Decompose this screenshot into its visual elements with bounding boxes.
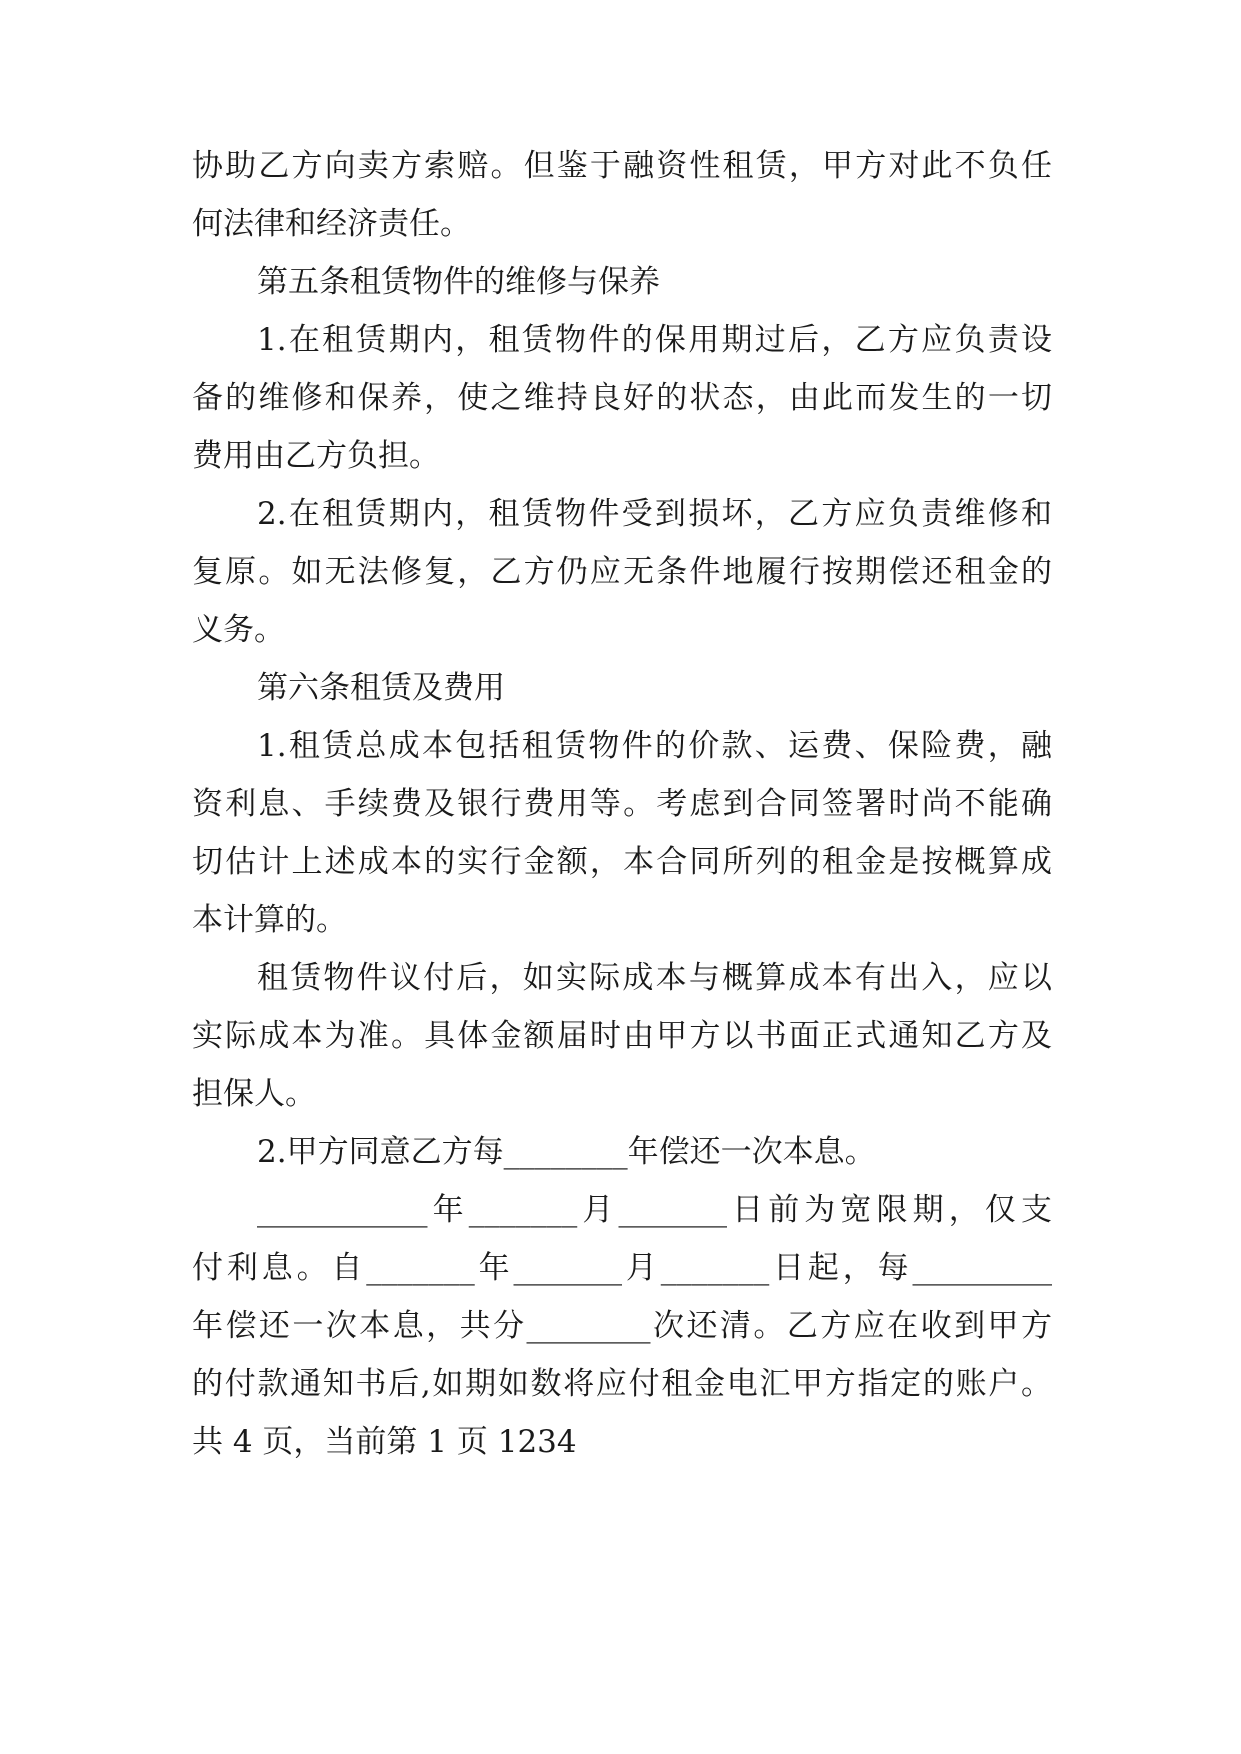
paragraph-line: ___________年_______月_______日前为宽限期，仅支 — [257, 1192, 1052, 1228]
paragraph-line: 付利息。自_______年_______月_______日起，每_________ — [192, 1250, 1052, 1286]
paragraph-line: 协助乙方向卖方索赔。但鉴于融资性租赁，甲方对此不负任 — [192, 148, 1052, 184]
paragraph-line: 备的维修和保养，使之维持良好的状态，由此而发生的一切 — [192, 380, 1052, 416]
paragraph-line: 实际成本为准。具体金额届时由甲方以书面正式通知乙方及 — [192, 1018, 1052, 1054]
paragraph-line: 费用由乙方负担。 — [192, 438, 440, 474]
paragraph-line: 复原。如无法修复，乙方仍应无条件地履行按期偿还租金的 — [192, 554, 1052, 590]
page-footer: 共 4 页，当前第 1 页 1234 — [192, 1424, 577, 1460]
paragraph-line: 担保人。 — [192, 1076, 316, 1112]
paragraph-line: 租赁物件议付后，如实际成本与概算成本有出入，应以 — [257, 960, 1052, 996]
paragraph-line: 资利息、手续费及银行费用等。考虑到合同签署时尚不能确 — [192, 786, 1052, 822]
paragraph-line: 1.在租赁期内，租赁物件的保用期过后，乙方应负责设 — [257, 322, 1052, 358]
paragraph-line: 2.甲方同意乙方每________年偿还一次本息。 — [257, 1134, 876, 1170]
paragraph-line: 切估计上述成本的实行金额，本合同所列的租金是按概算成 — [192, 844, 1052, 880]
paragraph-line: 1.租赁总成本包括租赁物件的价款、运费、保险费，融 — [257, 728, 1052, 764]
paragraph-line: 本计算的。 — [192, 902, 347, 938]
section-heading: 第六条租赁及费用 — [257, 670, 505, 706]
paragraph-line: 义务。 — [192, 612, 285, 648]
paragraph-line: 的付款通知书后,如期如数将应付租金电汇甲方指定的账户。 — [192, 1366, 1052, 1402]
paragraph-line: 年偿还一次本息，共分________次还清。乙方应在收到甲方 — [192, 1308, 1052, 1344]
paragraph-line: 何法律和经济责任。 — [192, 206, 471, 242]
section-heading: 第五条租赁物件的维修与保养 — [257, 264, 660, 300]
paragraph-line: 2.在租赁期内，租赁物件受到损坏，乙方应负责维修和 — [257, 496, 1052, 532]
